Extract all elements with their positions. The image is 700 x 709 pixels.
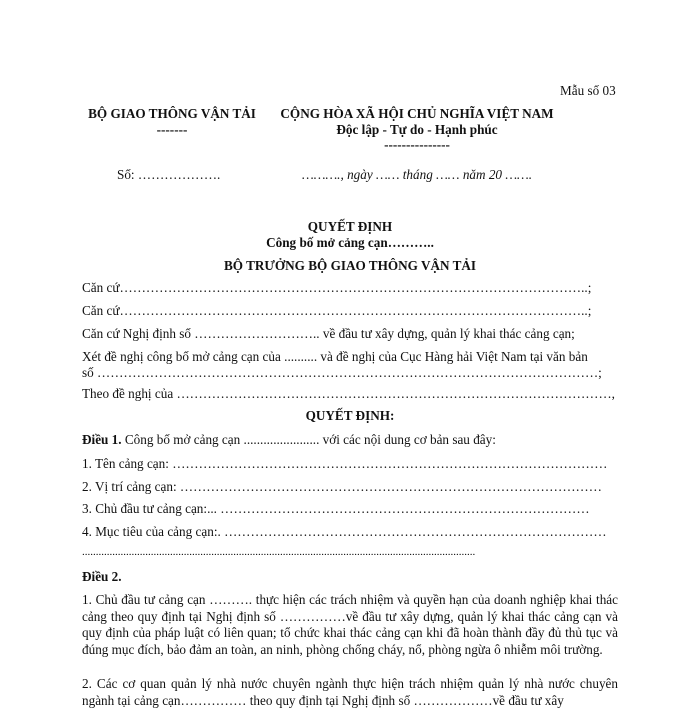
ministry-name: BỘ GIAO THÔNG VẬN TẢI bbox=[88, 106, 256, 121]
country-name: CỘNG HÒA XÃ HỘI CHỦ NGHĨA VIỆT NAM bbox=[280, 106, 554, 121]
legal-basis-decree: Căn cứ Nghị định số ……………………….. về đầu tư xây dựng, quản lý khai thác cảng cạn; bbox=[82, 326, 575, 341]
article-2-label: Điều 2. bbox=[82, 569, 122, 584]
document-date: ………., ngày …… tháng …… năm 20 ……. bbox=[302, 167, 533, 182]
article-1-item: 1. Tên cảng cạn: ……………………………………………………………………………………… bbox=[82, 456, 608, 471]
decision-heading: QUYẾT ĐỊNH: bbox=[305, 408, 395, 423]
form-number: Mẫu số 03 bbox=[560, 83, 616, 98]
article-1-item: 2. Vị trí cảng cạn: …………………………………………………………………………………… bbox=[82, 479, 602, 494]
article-2-paragraph-1: 1. Chủ đầu tư cảng cạn ………. thực hiện các trách nhiệm và quyền hạn của doanh nghiệp khai thác cảng theo quy định tại Nghị định số ……………về đầu tư xây dựng, quản lý khai thác cảng cạn và quy định của pháp luật có liên quan; tổ chức khai thác cảng cạn khi đã hoàn thành đầy đủ thủ tục và đúng mục đích, bảo đảm an toàn, an ninh, phòng chống cháy, nổ, phòng ngừa ô nhiễm môi trường. bbox=[82, 592, 618, 657]
decision-title: QUYẾT ĐỊNH bbox=[307, 219, 393, 234]
article-1-dotted-line: ............................................................................................................................................... bbox=[82, 546, 476, 558]
motto-divider: --------------- bbox=[384, 137, 450, 152]
article-1-item: 4. Mục tiêu của cảng cạn:. …………………………………………………………………………… bbox=[82, 524, 607, 539]
legal-basis-1: Căn cứ……………………………………………………………………………………………..; bbox=[82, 280, 592, 295]
document-number: Số: ………………. bbox=[117, 167, 221, 182]
article-2-paragraph-2: 2. Các cơ quan quản lý nhà nước chuyên ngành thực hiện trách nhiệm quản lý nhà nước chuyên ngành tại cảng cạn…………… theo quy định tại Nghị định số ………………về đầu tư xây bbox=[82, 676, 618, 708]
legal-basis-2: Căn cứ……………………………………………………………………………………………..; bbox=[82, 303, 592, 318]
issuing-authority: BỘ TRƯỞNG BỘ GIAO THÔNG VẬN TẢI bbox=[223, 258, 477, 273]
national-motto: Độc lập - Tự do - Hạnh phúc bbox=[336, 122, 498, 137]
article-1-label: Điều 1. bbox=[82, 432, 122, 447]
recommendation-line: Theo đề nghị của ………………………………………………………………………………………, bbox=[82, 386, 615, 401]
ministry-divider: ------- bbox=[156, 122, 188, 137]
article-1-item: 3. Chủ đầu tư cảng cạn:... ………………………………………………………………………… bbox=[82, 501, 590, 516]
proposal-line-1: Xét đề nghị công bố mở cảng cạn của .......... và đề nghị của Cục Hàng hải Việt Nam tại văn bản bbox=[82, 349, 588, 364]
article-1-heading bbox=[82, 432, 622, 448]
decision-subject: Công bố mở cảng cạn……….. bbox=[266, 235, 434, 250]
article-1-text: Công bố mở cảng cạn ....................... với các nội dung cơ bản sau đây: bbox=[121, 432, 496, 447]
proposal-line-2: số ……………………………………………………………………………………………………; bbox=[82, 365, 602, 380]
